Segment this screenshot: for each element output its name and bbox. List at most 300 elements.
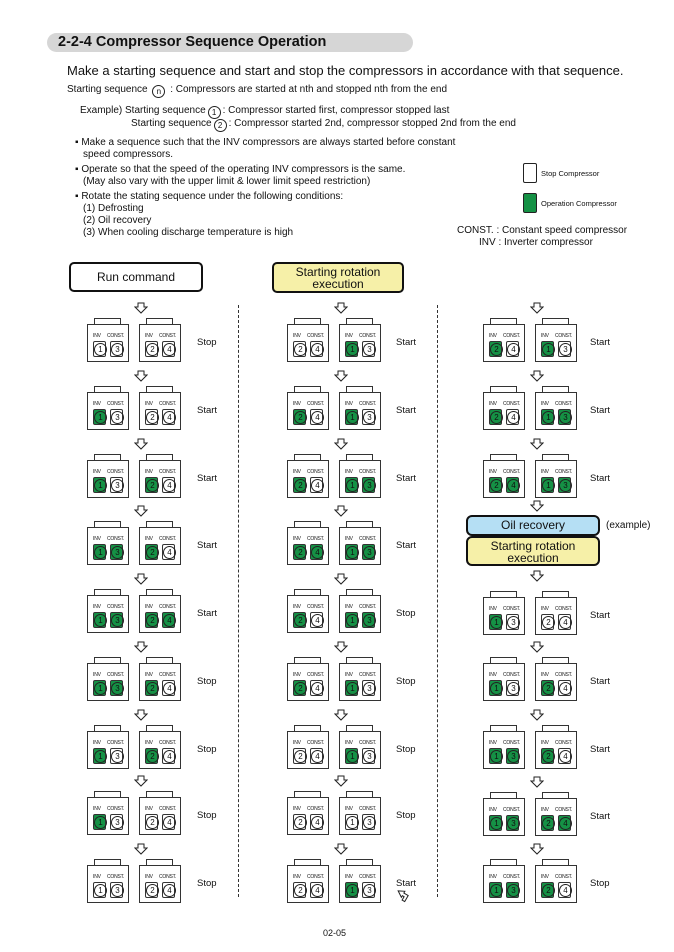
down-arrow-icon — [334, 843, 348, 855]
const-label: CONST. — [555, 469, 573, 475]
inv-definition: INV : Inverter compressor — [479, 237, 593, 248]
outdoor-unit — [87, 725, 129, 768]
inv-label: INV — [345, 740, 353, 746]
const-label: CONST. — [503, 469, 521, 475]
outdoor-unit — [139, 521, 181, 564]
compressor-stopped: 2 — [145, 814, 158, 830]
compressor-running: 2 — [145, 544, 158, 560]
compressor-running: 3 — [110, 544, 123, 560]
compressor-stopped: 3 — [110, 409, 123, 425]
compressor-stopped: 4 — [310, 882, 323, 898]
starting-rotation-header: Starting rotation execution — [272, 262, 404, 293]
compressor-stopped: 2 — [293, 341, 306, 357]
compressor-stopped: 4 — [506, 341, 519, 357]
inv-label: INV — [345, 806, 353, 812]
compressor-running: 2 — [541, 748, 554, 764]
inv-label: INV — [293, 672, 301, 678]
compressor-stopped: 4 — [162, 748, 175, 764]
compressor-running: 1 — [93, 748, 106, 764]
outdoor-unit — [139, 454, 181, 497]
action-label: Start — [396, 540, 417, 551]
inv-label: INV — [489, 333, 497, 339]
const-label: CONST. — [359, 536, 377, 542]
legend-stop-label: Stop Compressor — [541, 169, 600, 178]
const-label: CONST. — [307, 536, 325, 542]
const-label: CONST. — [159, 874, 177, 880]
inv-label: INV — [345, 469, 353, 475]
inv-label: INV — [541, 401, 549, 407]
compressor-stopped: 3 — [362, 341, 375, 357]
outdoor-unit — [87, 318, 129, 361]
compressor-running: 1 — [93, 477, 106, 493]
compressor-running: 4 — [558, 815, 571, 831]
inv-label: INV — [145, 806, 153, 812]
compressor-running: 3 — [362, 544, 375, 560]
compressor-running: 1 — [345, 544, 358, 560]
down-arrow-icon — [134, 709, 148, 721]
action-label: Start — [197, 473, 218, 484]
compressor-running: 3 — [506, 882, 519, 898]
outdoor-unit — [339, 521, 381, 564]
compressor-running: 2 — [145, 477, 158, 493]
run-command-header: Run command — [69, 262, 203, 292]
const-label: CONST. — [555, 807, 573, 813]
compressor-running: 2 — [293, 477, 306, 493]
outdoor-unit — [339, 791, 381, 834]
const-label: CONST. — [107, 806, 125, 812]
compressor-stopped: 4 — [506, 409, 519, 425]
compressor-running: 2 — [293, 544, 306, 560]
compressor-running: 1 — [93, 612, 106, 628]
outdoor-unit — [535, 725, 577, 768]
compressor-running: 2 — [293, 612, 306, 628]
example-desc-2: : Compressor started 2nd, compressor stopped 2nd from the end — [228, 118, 516, 129]
outdoor-unit — [287, 657, 329, 700]
outdoor-unit — [535, 657, 577, 700]
inv-label: INV — [541, 469, 549, 475]
seq-desc: : Compressors are started at nth and stopped nth from the end — [170, 84, 448, 95]
const-label: CONST. — [107, 333, 125, 339]
inv-label: INV — [145, 740, 153, 746]
seq-symbol: n — [152, 85, 165, 98]
compressor-stopped: 2 — [145, 409, 158, 425]
inv-label: INV — [541, 807, 549, 813]
compressor-stopped: 4 — [558, 882, 571, 898]
const-label: CONST. — [107, 469, 125, 475]
compressor-running: 3 — [362, 477, 375, 493]
legend-stop-swatch — [523, 163, 537, 183]
compressor-running: 3 — [558, 409, 571, 425]
down-arrow-icon — [530, 302, 544, 314]
inv-label: INV — [293, 874, 301, 880]
seq-label: Starting sequence — [67, 84, 148, 95]
outdoor-unit — [483, 386, 525, 429]
compressor-running: 1 — [93, 409, 106, 425]
action-label: Start — [197, 405, 218, 416]
example-line-1 — [80, 105, 449, 119]
compressor-stopped: 4 — [310, 680, 323, 696]
const-label: CONST. — [307, 740, 325, 746]
compressor-stopped: 3 — [110, 748, 123, 764]
compressor-running: 2 — [541, 815, 554, 831]
inv-label: INV — [345, 401, 353, 407]
inv-label: INV — [145, 536, 153, 542]
outdoor-unit — [87, 791, 129, 834]
section-title: 2-2-4 Compressor Sequence Operation — [58, 34, 327, 50]
action-label: Start — [590, 337, 611, 348]
bullet-3-line-2: (1) Defrosting — [83, 203, 144, 214]
bullet-2-line-1: Operate so that the speed of the operating INV compressors is the same. — [81, 164, 406, 175]
bullet-1-line-2: speed compressors. — [83, 149, 174, 160]
compressor-running: 3 — [506, 748, 519, 764]
bullet-2: ▪ Operate so that the speed of the operating INV compressors is the same. (May also vary with the upper limit & lower limit speed restriction) — [75, 164, 406, 187]
inv-label: INV — [293, 401, 301, 407]
example-label: Example) Starting sequence — [80, 105, 206, 116]
outdoor-unit — [339, 859, 381, 902]
outdoor-unit — [287, 589, 329, 632]
inv-label: INV — [93, 672, 101, 678]
compressor-stopped: 4 — [162, 814, 175, 830]
action-label: Start — [396, 878, 417, 889]
outdoor-unit — [287, 521, 329, 564]
inv-label: INV — [293, 333, 301, 339]
compressor-stopped: 4 — [310, 748, 323, 764]
down-arrow-icon — [530, 641, 544, 653]
compressor-stopped: 3 — [506, 680, 519, 696]
compressor-running: 2 — [489, 477, 502, 493]
inv-label: INV — [489, 740, 497, 746]
compressor-stopped: 2 — [541, 614, 554, 630]
compressor-stopped: 3 — [110, 882, 123, 898]
inv-label: INV — [541, 672, 549, 678]
const-label: CONST. — [503, 401, 521, 407]
action-label: Start — [590, 405, 611, 416]
compressor-stopped: 4 — [162, 882, 175, 898]
legend-operation-swatch — [523, 193, 537, 213]
inv-label: INV — [145, 333, 153, 339]
outdoor-unit — [535, 792, 577, 835]
compressor-running: 2 — [145, 748, 158, 764]
inv-label: INV — [489, 672, 497, 678]
action-label: Start — [396, 473, 417, 484]
inv-label: INV — [93, 740, 101, 746]
compressor-stopped: 2 — [293, 882, 306, 898]
inv-label: INV — [489, 606, 497, 612]
column-divider-2 — [437, 305, 438, 897]
inv-label: INV — [93, 536, 101, 542]
compressor-stopped: 2 — [145, 882, 158, 898]
const-label: CONST. — [359, 401, 377, 407]
action-label: Stop — [197, 744, 217, 755]
compressor-running: 2 — [293, 680, 306, 696]
compressor-running: 1 — [345, 748, 358, 764]
down-arrow-icon — [334, 775, 348, 787]
action-label: Start — [590, 744, 611, 755]
outdoor-unit — [339, 657, 381, 700]
outdoor-unit — [483, 657, 525, 700]
outdoor-unit — [483, 725, 525, 768]
compressor-running: 4 — [506, 477, 519, 493]
compressor-stopped: 4 — [310, 814, 323, 830]
compressor-stopped: 2 — [293, 748, 306, 764]
action-label: Start — [590, 610, 611, 621]
const-label: CONST. — [307, 469, 325, 475]
inv-label: INV — [93, 806, 101, 812]
down-arrow-icon — [134, 641, 148, 653]
inv-label: INV — [489, 469, 497, 475]
bullet-3-line-1: Rotate the stating sequence under the following conditions: — [81, 191, 344, 202]
const-label: CONST. — [555, 874, 573, 880]
compressor-running: 1 — [489, 614, 502, 630]
const-label: CONST. — [107, 401, 125, 407]
compressor-running: 1 — [489, 748, 502, 764]
const-label: CONST. — [307, 672, 325, 678]
compressor-stopped: 2 — [293, 814, 306, 830]
const-label: CONST. — [555, 606, 573, 612]
example-note: (example) — [606, 520, 651, 531]
action-label: Start — [197, 608, 218, 619]
down-arrow-icon — [334, 370, 348, 382]
const-label: CONST. — [359, 874, 377, 880]
outdoor-unit — [339, 725, 381, 768]
example2-label: Starting sequence — [131, 118, 212, 129]
example-line-2 — [131, 118, 516, 132]
outdoor-unit — [87, 454, 129, 497]
compressor-running: 3 — [558, 477, 571, 493]
example-num-2: 2 — [214, 119, 227, 132]
down-arrow-icon — [334, 505, 348, 517]
const-label: CONST. — [503, 807, 521, 813]
const-label: CONST. — [159, 333, 177, 339]
action-label: Start — [590, 811, 611, 822]
sequence-definition — [67, 84, 447, 98]
down-arrow-icon — [334, 573, 348, 585]
action-label: Stop — [590, 878, 610, 889]
const-label: CONST. — [307, 874, 325, 880]
outdoor-unit — [87, 657, 129, 700]
action-label: Stop — [197, 337, 217, 348]
compressor-stopped: 4 — [310, 477, 323, 493]
down-arrow-icon — [134, 573, 148, 585]
compressor-stopped: 4 — [162, 680, 175, 696]
outdoor-unit — [287, 859, 329, 902]
outdoor-unit — [287, 386, 329, 429]
compressor-stopped: 3 — [558, 341, 571, 357]
return-arrow-icon — [393, 888, 409, 904]
down-arrow-icon — [134, 775, 148, 787]
oil-recovery-box: Oil recovery — [466, 515, 600, 536]
outdoor-unit — [287, 791, 329, 834]
down-arrow-icon — [134, 843, 148, 855]
const-label: CONST. — [359, 806, 377, 812]
compressor-running: 1 — [345, 409, 358, 425]
outdoor-unit — [483, 859, 525, 902]
outdoor-unit — [87, 521, 129, 564]
const-label: CONST. — [107, 740, 125, 746]
inv-label: INV — [489, 874, 497, 880]
const-label: CONST. — [107, 672, 125, 678]
compressor-running: 2 — [489, 341, 502, 357]
outdoor-unit — [483, 591, 525, 634]
const-label: CONST. — [555, 333, 573, 339]
compressor-stopped: 4 — [310, 612, 323, 628]
compressor-stopped: 4 — [162, 477, 175, 493]
outdoor-unit — [139, 318, 181, 361]
action-label: Start — [396, 337, 417, 348]
outdoor-unit — [339, 589, 381, 632]
compressor-running: 2 — [489, 409, 502, 425]
const-label: CONST. — [159, 604, 177, 610]
compressor-running: 1 — [345, 341, 358, 357]
const-label: CONST. — [159, 672, 177, 678]
down-arrow-icon — [134, 438, 148, 450]
compressor-stopped: 4 — [310, 341, 323, 357]
const-label: CONST. — [503, 333, 521, 339]
const-label: CONST. — [159, 536, 177, 542]
outdoor-unit — [483, 454, 525, 497]
compressor-running: 1 — [93, 814, 106, 830]
compressor-running: 1 — [541, 341, 554, 357]
bullet-3-line-4: (3) When cooling discharge temperature is high — [83, 227, 294, 238]
outdoor-unit — [139, 859, 181, 902]
compressor-stopped: 4 — [558, 614, 571, 630]
compressor-stopped: 4 — [162, 341, 175, 357]
compressor-running: 1 — [541, 409, 554, 425]
const-label: CONST. — [503, 874, 521, 880]
compressor-running: 2 — [541, 680, 554, 696]
action-label: Stop — [396, 608, 416, 619]
page-footer: 02-05 — [323, 928, 347, 938]
outdoor-unit — [339, 386, 381, 429]
const-label: CONST. — [359, 740, 377, 746]
compressor-stopped: 1 — [93, 882, 106, 898]
down-arrow-icon — [134, 370, 148, 382]
outdoor-unit — [535, 591, 577, 634]
inv-label: INV — [93, 604, 101, 610]
down-arrow-icon — [334, 641, 348, 653]
const-label: CONST. — [159, 806, 177, 812]
compressor-stopped: 3 — [362, 680, 375, 696]
compressor-running: 4 — [310, 544, 323, 560]
compressor-stopped: 4 — [310, 409, 323, 425]
inv-label: INV — [345, 333, 353, 339]
bullet-3-line-3: (2) Oil recovery — [83, 215, 152, 226]
outdoor-unit — [287, 318, 329, 361]
outdoor-unit — [139, 725, 181, 768]
example-num-1: 1 — [208, 106, 221, 119]
down-arrow-icon — [530, 500, 544, 512]
inv-label: INV — [293, 740, 301, 746]
intro-text: Make a starting sequence and start and stop the compressors in accordance with that sequence. — [67, 63, 624, 78]
starting-rotation-box: Starting rotation execution — [466, 536, 600, 566]
compressor-stopped: 2 — [145, 341, 158, 357]
inv-label: INV — [489, 807, 497, 813]
compressor-running: 1 — [93, 680, 106, 696]
down-arrow-icon — [530, 570, 544, 582]
compressor-running: 1 — [489, 680, 502, 696]
const-label: CONST. — [107, 874, 125, 880]
outdoor-unit — [139, 589, 181, 632]
inv-label: INV — [293, 536, 301, 542]
compressor-running: 2 — [293, 409, 306, 425]
action-label: Stop — [396, 676, 416, 687]
outdoor-unit — [139, 791, 181, 834]
bullet-2-line-2: (May also vary with the upper limit & lower limit speed restriction) — [83, 176, 371, 187]
const-label: CONST. — [307, 604, 325, 610]
compressor-stopped: 3 — [362, 409, 375, 425]
const-label: CONST. — [503, 606, 521, 612]
compressor-stopped: 1 — [93, 341, 106, 357]
compressor-running: 3 — [110, 612, 123, 628]
action-label: Stop — [396, 744, 416, 755]
const-definition: CONST. : Constant speed compressor — [457, 225, 628, 236]
compressor-stopped: 3 — [110, 341, 123, 357]
compressor-stopped: 3 — [362, 882, 375, 898]
action-label: Stop — [197, 878, 217, 889]
legend-operation-label: Operation Compressor — [541, 199, 617, 208]
outdoor-unit — [287, 454, 329, 497]
inv-label: INV — [489, 401, 497, 407]
compressor-stopped: 3 — [506, 614, 519, 630]
action-label: Start — [197, 540, 218, 551]
action-label: Start — [590, 473, 611, 484]
bullet-1: ▪ Make a sequence such that the INV compressors are always started before constant speed compressors. — [75, 137, 456, 160]
outdoor-unit — [87, 859, 129, 902]
inv-label: INV — [293, 806, 301, 812]
inv-label: INV — [145, 672, 153, 678]
down-arrow-icon — [134, 302, 148, 314]
const-label: CONST. — [359, 469, 377, 475]
down-arrow-icon — [530, 843, 544, 855]
const-label: CONST. — [503, 672, 521, 678]
const-label: CONST. — [107, 536, 125, 542]
compressor-stopped: 3 — [362, 748, 375, 764]
action-label: Stop — [197, 810, 217, 821]
compressor-running: 4 — [162, 612, 175, 628]
outdoor-unit — [87, 589, 129, 632]
outdoor-unit — [87, 386, 129, 429]
outdoor-unit — [483, 318, 525, 361]
bullet-1-line-1: Make a sequence such that the INV compressors are always started before constant — [81, 137, 456, 148]
outdoor-unit — [139, 386, 181, 429]
const-label: CONST. — [307, 401, 325, 407]
inv-label: INV — [145, 401, 153, 407]
compressor-running: 1 — [345, 612, 358, 628]
compressor-stopped: 4 — [558, 680, 571, 696]
inv-label: INV — [145, 469, 153, 475]
inv-label: INV — [541, 740, 549, 746]
outdoor-unit — [339, 454, 381, 497]
action-label: Stop — [396, 810, 416, 821]
outdoor-unit — [483, 792, 525, 835]
outdoor-unit — [535, 386, 577, 429]
action-label: Start — [590, 676, 611, 687]
down-arrow-icon — [530, 776, 544, 788]
compressor-running: 3 — [362, 612, 375, 628]
compressor-stopped: 3 — [362, 814, 375, 830]
compressor-running: 1 — [345, 680, 358, 696]
down-arrow-icon — [334, 302, 348, 314]
outdoor-unit — [339, 318, 381, 361]
inv-label: INV — [145, 604, 153, 610]
const-label: CONST. — [159, 740, 177, 746]
compressor-stopped: 4 — [162, 544, 175, 560]
inv-label: INV — [345, 536, 353, 542]
compressor-stopped: 1 — [345, 814, 358, 830]
compressor-stopped: 4 — [558, 748, 571, 764]
inv-label: INV — [541, 606, 549, 612]
outdoor-unit — [535, 318, 577, 361]
